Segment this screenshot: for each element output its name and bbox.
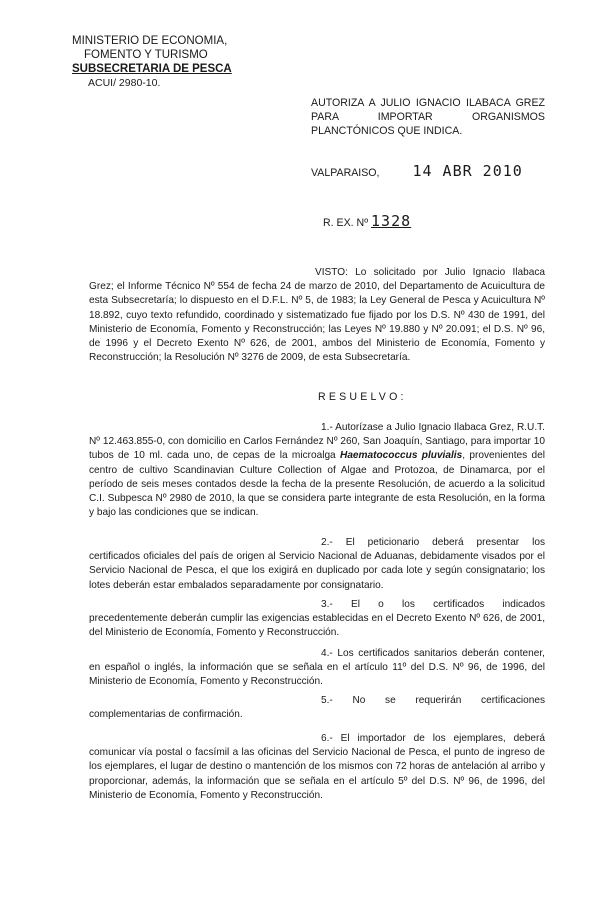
item-3: 3.- El o los certificados indicados precedentemente deberán cumplir las exigencias establecidas en el Decreto Exento Nº 626, de 2001, del Ministerio de Economía, Fomento y Reconstrucción. <box>89 599 545 639</box>
item-1-text-a: 1.- Autorízase a Julio Ignacio Ilabaca Grez, R.U.T. Nº 12.463.855-0, con domicilio en Carlos Fernández Nº 260, San Joaquín, Santiago, para importar 10 tubos de 10 ml. cada uno, de cepas de la microalga <box>89 422 545 462</box>
item-1 <box>89 421 545 520</box>
ministry-name: MINISTERIO DE ECONOMIA, <box>72 35 228 47</box>
visto-paragraph: VISTO: Lo solicitado por Julio Ignacio Ilabaca Grez; el Informe Técnico Nº 554 de fecha 24 de marzo de 2010, del Departamento de Acuicultura de esta Subsecretaría; lo dispuesto en el D.F.L. Nº 5, de 1983; la Ley General de Pesca y Acuicultura Nº 18.892, cuyo texto refundido, coordinado y sistematizado fue fijado por los D.S. Nº 430 de 1991, del Ministerio de Economía, Fomento y Reconstrucción; las Leyes Nº 19.880 y Nº 20.091; el D.S. Nº 96, de 1996 y el Decreto Exento Nº 626, de 2001, ambos del Ministerio de Economía, Fomento y Reconstrucción; la Resolución Nº 3276 de 2009, de esta Subsecretaría. <box>89 267 545 364</box>
date-stamp: 14 ABR 2010 <box>412 162 523 180</box>
subject-line-2: PARA IMPORTAR ORGANISMOS <box>311 111 545 123</box>
item-4: 4.- Los certificados sanitarios deberán contener, en español o inglés, la información que se señala en el artículo 11º del D.S. Nº 96, de 1996, del Ministerio de Economía, Fomento y Reconstrucción. <box>89 648 545 688</box>
subject-line-3: PLANCTÓNICOS QUE INDICA. <box>311 125 463 137</box>
rex-number: 1328 <box>371 212 412 230</box>
place: VALPARAISO, <box>311 167 380 179</box>
item-2: 2.- El peticionario deberá presentar los certificados oficiales del país de origen al Servicio Nacional de Aduanas, debidamente visados por el Servicio Nacional de Pesca, el que los exigirá en duplicado por cada lote y según consignatario; los lotes deberán estar embalados separadamente por consignatario. <box>89 537 545 591</box>
item-6: 6.- El importador de los ejemplares, deberá comunicar vía postal o facsímil a las oficinas del Servicio Nacional de Pesca, el punto de ingreso de los ejemplares, el lugar de destino o mantención de los mismos con 72 horas de antelación al arribo y proporcionar, además, la información que se señala en el artículo 5º del D.S. Nº 96, de 1996, del Ministerio de Economía, Fomento y Reconstrucción. <box>89 733 545 801</box>
resolution-number <box>323 212 411 230</box>
ministry-subname: FOMENTO Y TURISMO <box>84 49 208 61</box>
reference-code: ACUI/ 2980-10. <box>88 77 161 89</box>
item-1-text-b: , provenientes del centro de cultivo Scandinavian Culture Collection of Algae and Protozoa, de Dinamarca, por el período de seis meses contados desde la fecha de la presente Resolución, de acuerdo a la solicitud C.I. Subpesca Nº 2980 de 2010, la que se considera parte integrante de esta Resolución, en la forma y bajo las condiciones que se indican. <box>89 450 545 519</box>
subject-block <box>311 96 545 138</box>
letterhead <box>72 34 232 90</box>
resuelvo-heading: RESUELVO: <box>318 391 407 403</box>
item-5: 5.- No se requerirán certificaciones complementarias de confirmación. <box>89 695 545 721</box>
undersecretariat-name: SUBSECRETARIA DE PESCA <box>72 63 232 75</box>
rex-label: R. EX. Nº <box>323 217 369 229</box>
item-1-species: Haematococcus pluvialis <box>340 450 463 462</box>
subject-line-1: AUTORIZA A JULIO IGNACIO ILABACA GREZ <box>311 97 545 109</box>
place-date <box>311 162 523 180</box>
